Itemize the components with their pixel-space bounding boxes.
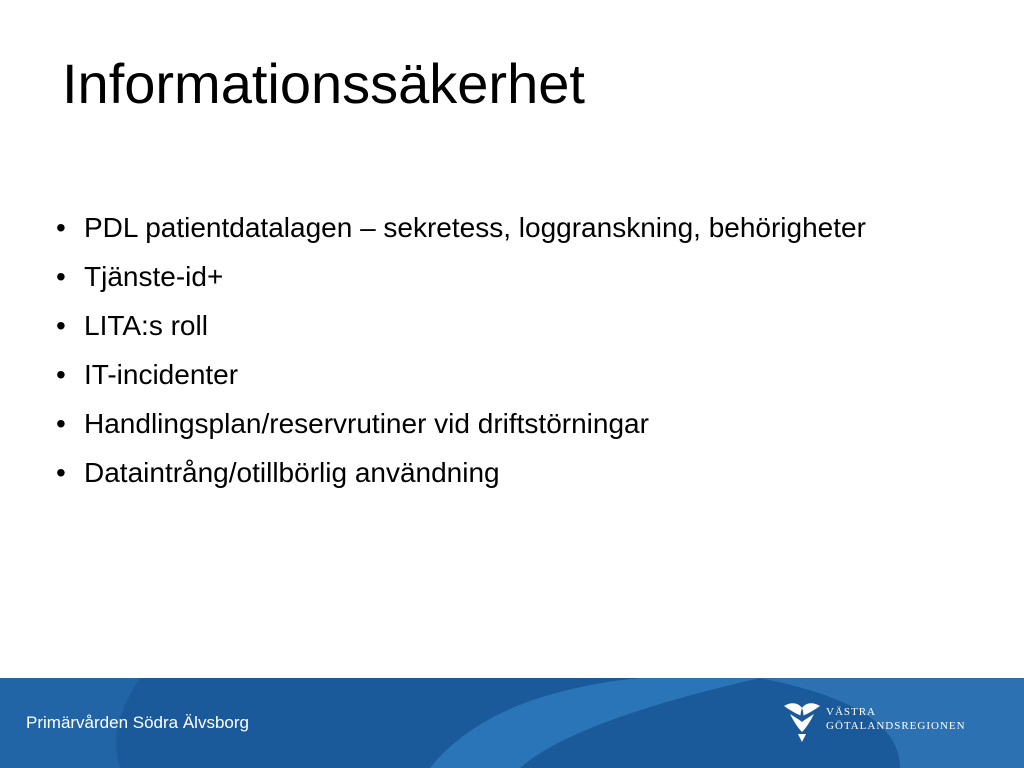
bullet-item: • Dataintrång/otillbörlig användning [56, 453, 896, 493]
bullet-item: • Handlingsplan/reservrutiner vid driftstörningar [56, 404, 896, 444]
bullet-item: • LITA:s roll [56, 306, 896, 346]
logo-text-line1: VÄSTRA [826, 706, 877, 718]
slide-title: Informationssäkerhet [62, 52, 585, 115]
bullet-item: • PDL patientdatalagen – sekretess, loggranskning, behörigheter [56, 208, 896, 248]
footer-organization-name: Primärvården Södra Älvsborg [26, 713, 249, 732]
organization-logo [782, 700, 972, 748]
bullet-list [56, 208, 896, 502]
bullet-item: • Tjänste-id+ [56, 257, 896, 297]
footer-band [0, 678, 1024, 768]
logo-text-line2: GÖTALANDSREGIONEN [826, 720, 966, 732]
vastra-gotalandsregionen-logo-icon [782, 700, 822, 744]
bullet-item: • IT-incidenter [56, 355, 896, 395]
